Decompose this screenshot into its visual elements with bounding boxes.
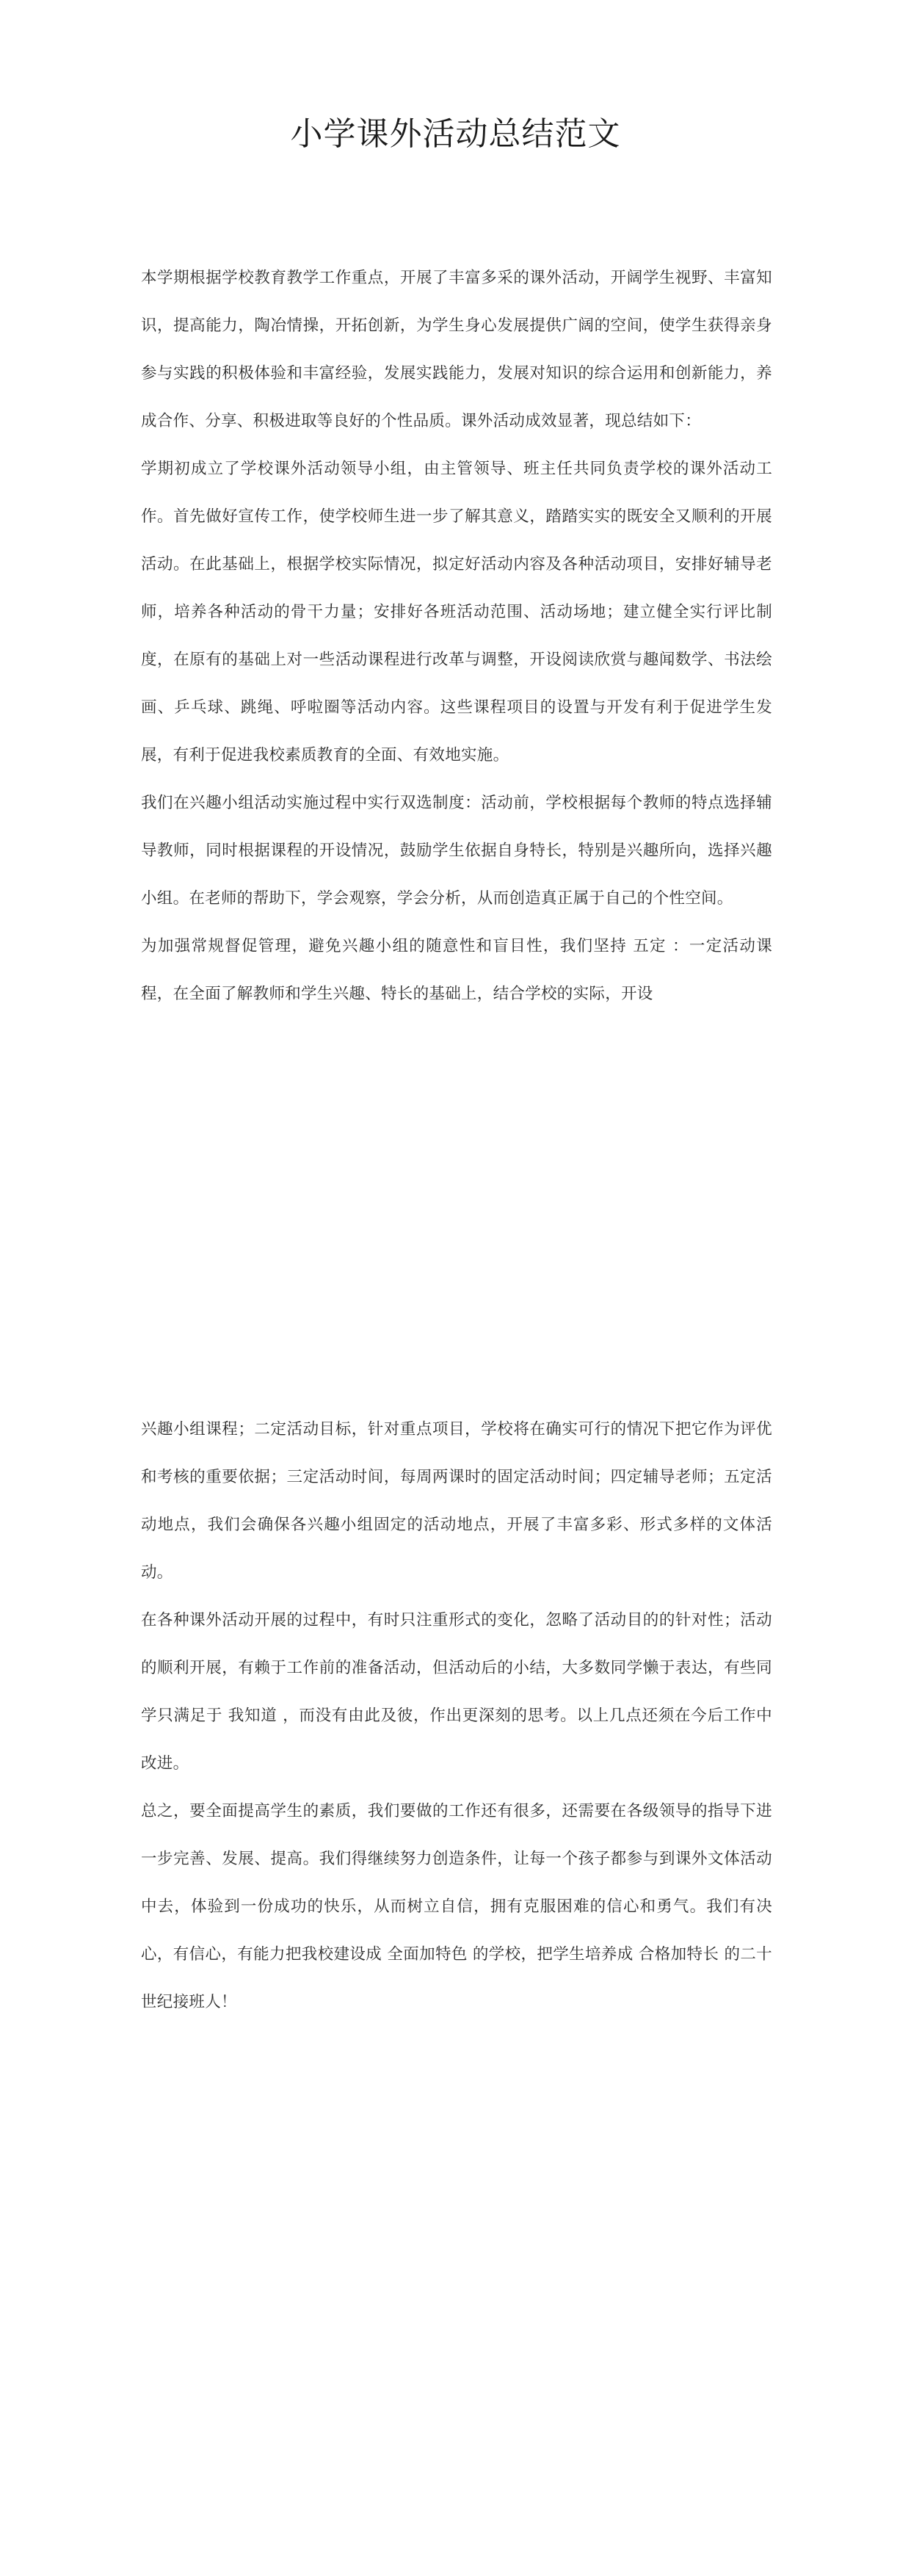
paragraph: 本学期根据学校教育教学工作重点，开展了丰富多采的课外活动，开阔学生视野、丰富知识，提高能力，陶冶情操，开拓创新，为学生身心发展提供广阔的空间，使学生获得亲身参与实践的积极体验和丰富经验，发展实践能力，发展对知识的综合运用和创新能力，养成合作、分享、积极进取等良好的个性品质。课外活动成效显著，现总结如下：: [141, 269, 772, 430]
paragraph: 在各种课外活动开展的过程中，有时只注重形式的变化，忽略了活动目的的针对性；活动的顺利开展，有赖于工作前的准备活动，但活动后的小结，大多数同学懒于表达，有些同学只满足于 我知道 ，而没有由此及彼，作出更深刻的思考。以上几点还须在今后工作中改进。: [141, 1611, 772, 1773]
paragraph: 学期初成立了学校课外活动领导小组，由主管领导、班主任共同负责学校的课外活动工作。首先做好宣传工作，使学校师生进一步了解其意义，踏踏实实的既安全又顺利的开展活动。在此基础上，根据学校实际情况，拟定好活动内容及各种活动项目，安排好辅导老师，培养各种活动的骨干力量；安排好各班活动范围、活动场地；建立健全实行评比制度，在原有的基础上对一些活动课程进行改革与调整，开设阅读欣赏与趣闻数学、书法绘画、乒乓球、跳绳、呼啦圈等活动内容。这些课程项目的设置与开发有利于促进学生发展，有利于促进我校素质教育的全面、有效地实施。: [141, 460, 772, 764]
paragraph: 总之，要全面提高学生的素质，我们要做的工作还有很多，还需要在各级领导的指导下进一步完善、发展、提高。我们得继续努力创造条件，让每一个孩子都参与到课外文体活动中去，体验到一份成功的快乐，从而树立自信，拥有克服困难的信心和勇气。我们有决心，有信心，有能力把我校建设成 全面加特色 的学校，把学生培养成 合格加特长 的二十世纪接班人！: [141, 1802, 772, 2011]
page-title: 小学课外活动总结范文: [290, 115, 621, 153]
body-text-page-2: [141, 1405, 772, 2026]
paragraph: 兴趣小组课程；二定活动目标，针对重点项目，学校将在确实可行的情况下把它作为评优和考核的重要依据；三定活动时间，每周两课时的固定活动时间；四定辅导老师；五定活动地点，我们会确保各兴趣小组固定的活动地点，开展了丰富多彩、形式多样的文体活动。: [141, 1420, 772, 1582]
body-text-page-1: [141, 254, 772, 1018]
paragraph: 为加强常规督促管理，避免兴趣小组的随意性和盲目性，我们坚持 五定 ：一定活动课程，在全面了解教师和学生兴趣、特长的基础上，结合学校的实际，开设: [141, 937, 772, 1003]
paragraph: 我们在兴趣小组活动实施过程中实行双选制度：活动前，学校根据每个教师的特点选择辅导教师，同时根据课程的开设情况，鼓励学生依据自身特长，特别是兴趣所向，选择兴趣小组。在老师的帮助下，学会观察，学会分析，从而创造真正属于自己的个性空间。: [141, 794, 772, 908]
